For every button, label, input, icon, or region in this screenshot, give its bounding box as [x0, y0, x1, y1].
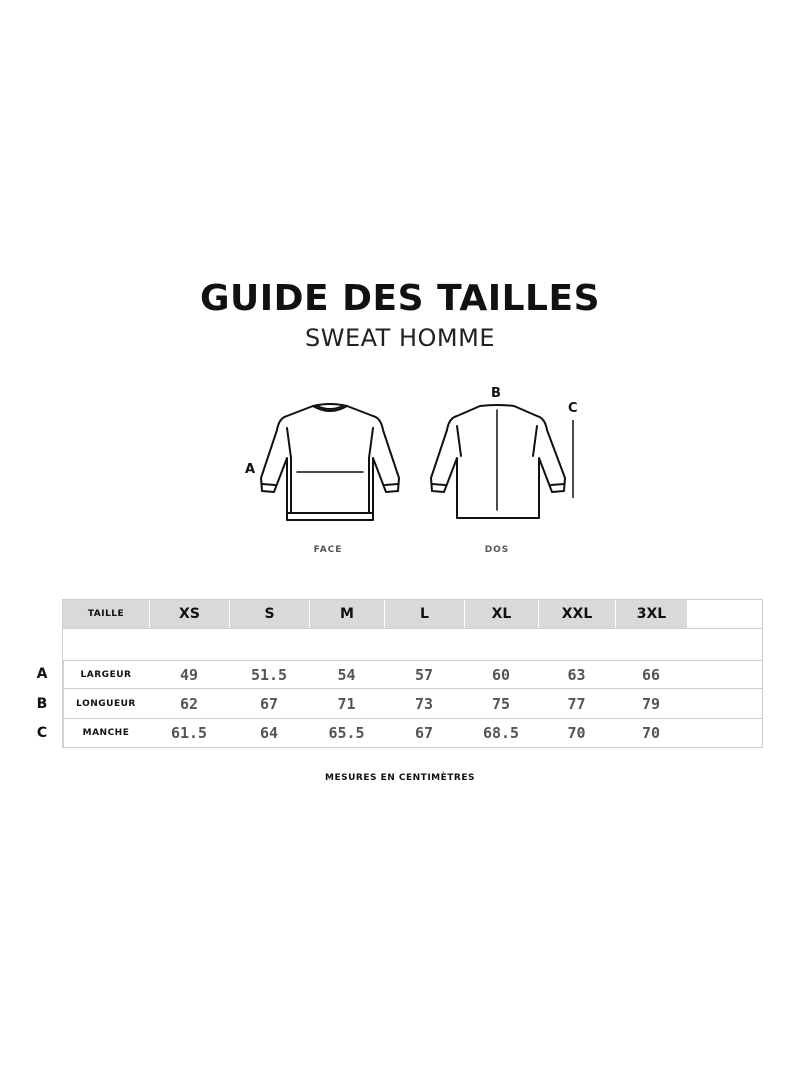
units-note: MESURES EN CENTIMÈTRES — [325, 773, 475, 783]
size-header-m: M — [309, 600, 384, 628]
table-cell: 60 — [491, 666, 511, 684]
sweatshirt-back-illustration — [425, 398, 570, 528]
table-cell: 67 — [414, 724, 434, 742]
table-cell: 61.5 — [170, 724, 208, 742]
size-header-3xl: 3XL — [615, 600, 687, 628]
row-label-longueur: LONGUEUR — [76, 699, 136, 709]
size-header-xl: XL — [464, 600, 538, 628]
front-caption: FACE — [313, 545, 343, 555]
size-header-s: S — [229, 600, 309, 628]
size-header-xxl: XXL — [538, 600, 615, 628]
header-label: TAILLE — [87, 609, 125, 619]
table-cell: 75 — [491, 695, 511, 713]
size-table — [62, 599, 763, 748]
table-cell: 71 — [337, 695, 356, 713]
marker-c: C — [568, 401, 578, 416]
table-cell: 67 — [259, 695, 279, 713]
table-cell: 62 — [179, 695, 199, 713]
table-cell: 54 — [337, 666, 356, 684]
table-cell: 51.5 — [250, 666, 288, 684]
measure-line-c — [570, 420, 576, 500]
table-cell: 66 — [641, 666, 661, 684]
table-cell: 79 — [641, 695, 661, 713]
row-letter-c: C — [36, 725, 48, 741]
sweatshirt-front-illustration — [255, 398, 405, 528]
row-label-manche: MANCHE — [82, 728, 130, 738]
table-cell: 65.5 — [328, 724, 365, 742]
table-cell: 64 — [259, 724, 279, 742]
table-divider — [63, 628, 762, 629]
table-cell: 49 — [179, 666, 199, 684]
table-cell: 57 — [414, 666, 434, 684]
row-label-largeur: LARGEUR — [80, 670, 132, 680]
page-subtitle: SWEAT HOMME — [305, 324, 495, 352]
table-cell: 73 — [414, 695, 434, 713]
table-cell: 70 — [641, 724, 661, 742]
table-cell: 70 — [567, 724, 586, 742]
table-cell: 77 — [567, 695, 586, 713]
page-title: GUIDE DES TAILLES — [199, 278, 601, 319]
marker-b: B — [491, 386, 501, 401]
back-caption: DOS — [484, 545, 510, 555]
table-cell: 68.5 — [482, 724, 520, 742]
size-header-xs: XS — [149, 600, 229, 628]
row-letter-b: B — [36, 696, 48, 712]
table-cell: 63 — [567, 666, 586, 684]
marker-a: A — [245, 462, 256, 477]
size-header-l: L — [384, 600, 464, 628]
row-letter-a: A — [36, 666, 48, 682]
